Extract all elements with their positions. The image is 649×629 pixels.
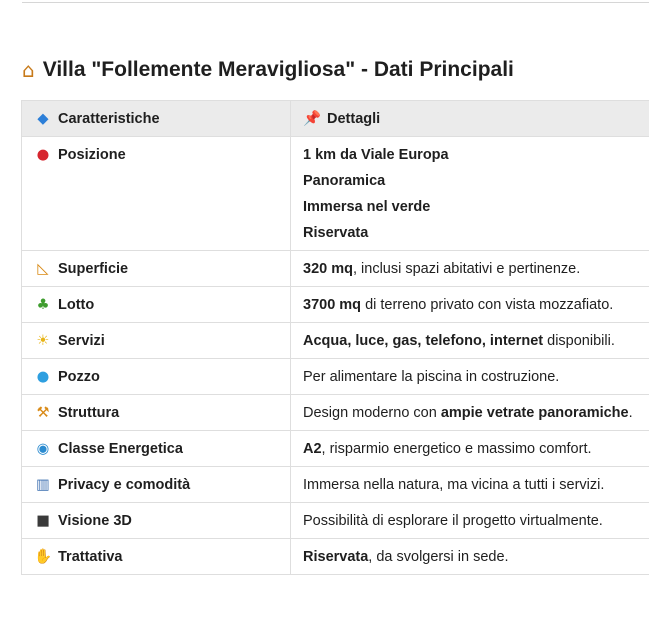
- light-bulb-icon: ☀: [36, 333, 50, 349]
- page-title: [22, 58, 514, 82]
- pushpin-icon: 📌: [303, 111, 322, 127]
- table-row: [22, 137, 649, 251]
- small-blue-diamond-icon: ◆: [37, 111, 49, 127]
- table-row: [22, 431, 649, 467]
- header-caratteristiche: ◆ Caratteristiche: [22, 101, 291, 137]
- row-value-classe-energetica: A2, risparmio energetico e massimo comfort.: [291, 431, 649, 467]
- row-value-posizione: [291, 137, 649, 251]
- triangular-ruler-icon: ◺: [37, 261, 49, 277]
- row-value-visione-3d: Possibilità di esplorare il progetto virtualmente.: [291, 503, 649, 539]
- posizione-line: Riservata: [303, 225, 369, 241]
- top-divider: [22, 2, 649, 3]
- table-row: [22, 287, 649, 323]
- row-label-privacy: ▥ Privacy e comodità: [22, 467, 291, 503]
- row-value-servizi: Acqua, luce, gas, telefono, internet disponibili.: [291, 323, 649, 359]
- posizione-line: Panoramica: [303, 173, 386, 189]
- row-value-trattativa: Riservata, da svolgersi in sede.: [291, 539, 649, 575]
- handshake-icon: ✋: [34, 549, 53, 565]
- droplet-icon: ●: [36, 369, 50, 385]
- table-row: [22, 323, 649, 359]
- row-value-struttura: Design moderno con ampie vetrate panoramiche.: [291, 395, 649, 431]
- house-with-garden-icon: ⌂: [22, 58, 35, 82]
- herb-icon: ♣: [36, 297, 50, 313]
- table-row: [22, 359, 649, 395]
- row-label-visione-3d: ■ Visione 3D: [22, 503, 291, 539]
- table-row: [22, 467, 649, 503]
- header-dettagli: 📌 Dettagli: [291, 101, 649, 137]
- globe-icon: ◉: [36, 441, 50, 457]
- posizione-line: Immersa nel verde: [303, 199, 431, 215]
- row-value-privacy: Immersa nella natura, ma vicina a tutti i servizi.: [291, 467, 649, 503]
- row-label-trattativa: ✋ Trattativa: [22, 539, 291, 575]
- row-label-pozzo: ● Pozzo: [22, 359, 291, 395]
- row-label-struttura: ⚒ Struttura: [22, 395, 291, 431]
- details-table: [21, 100, 649, 575]
- table-row: [22, 395, 649, 431]
- movie-camera-icon: ■: [36, 513, 50, 529]
- row-label-lotto: ♣ Lotto: [22, 287, 291, 323]
- table-row: [22, 539, 649, 575]
- page-title-text: Villa "Follemente Meravigliosa" - Dati Principali: [42, 58, 514, 81]
- cityscape-icon: ▥: [36, 477, 50, 493]
- row-label-superficie: ◺ Superficie: [22, 251, 291, 287]
- table-row: [22, 503, 649, 539]
- row-label-posizione: ● Posizione: [22, 137, 291, 251]
- table-row: [22, 251, 649, 287]
- row-label-classe-energetica: ◉ Classe Energetica: [22, 431, 291, 467]
- row-value-pozzo: Per alimentare la piscina in costruzione.: [291, 359, 649, 395]
- row-value-lotto: 3700 mq di terreno privato con vista mozzafiato.: [291, 287, 649, 323]
- table-header-row: [22, 101, 649, 137]
- posizione-line: 1 km da Viale Europa: [303, 147, 449, 163]
- row-label-servizi: ☀ Servizi: [22, 323, 291, 359]
- details-table-container: [21, 100, 649, 575]
- row-value-superficie: 320 mq, inclusi spazi abitativi e pertinenze.: [291, 251, 649, 287]
- round-pushpin-icon: ●: [36, 147, 50, 163]
- building-construction-icon: ⚒: [36, 405, 50, 421]
